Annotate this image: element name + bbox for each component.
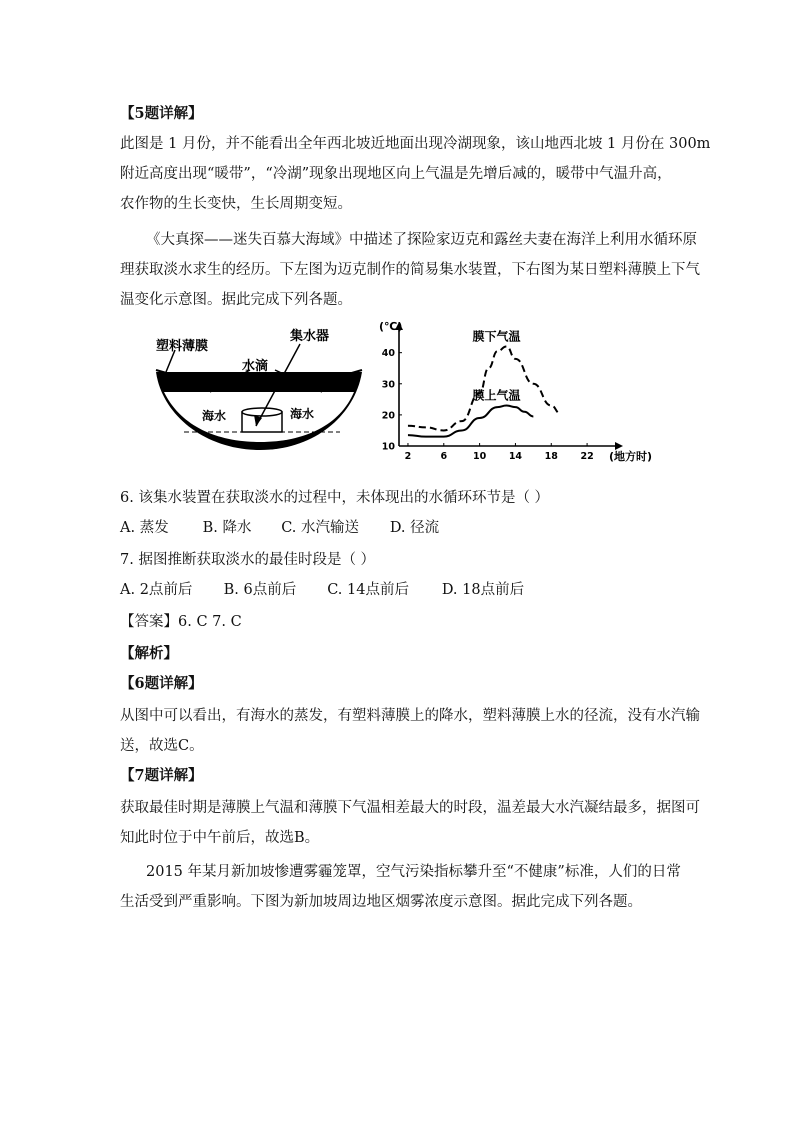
y-axis-label: (℃): [379, 320, 403, 333]
section5-heading: 【5题详解】: [120, 105, 203, 122]
analysis-heading: 【解析】: [120, 645, 178, 662]
y-tick-label-2: 30: [381, 379, 395, 391]
x-tick-label-0: 2: [404, 451, 412, 462]
q7-options: [120, 580, 524, 600]
intro-line-3: 温变化示意图。据此完成下列各题。: [120, 292, 352, 308]
section6-line-2: 送，故选C。: [120, 738, 204, 754]
section7-line-2: 知此时位于中午前后，故选B。: [120, 830, 320, 846]
label-sea-left: 海水: [202, 409, 227, 423]
q7-option-c: C. 14点前后: [327, 582, 409, 598]
section6-heading: 【6题详解】: [120, 675, 203, 692]
section5-line-2: 附近高度出现“暖带”，“冷湖”现象出现地区向上气温是先增后减的，暖带中气温升高，: [120, 166, 672, 182]
water-collector-diagram: [150, 320, 370, 465]
x-tick-label-3: 14: [508, 451, 523, 462]
y-tick-label-0: 10: [381, 441, 395, 453]
x-tick-label-2: 10: [472, 451, 487, 462]
q6-options: [120, 518, 439, 538]
series-label-0: 膜下气温: [472, 329, 521, 344]
label-collector: 集水器: [290, 329, 330, 344]
q7-option-b: B. 6点前后: [223, 582, 297, 598]
intro-line-1: 《大真探——迷失百慕大海域》中描述了探险家迈克和露丝夫妻在海洋上利用水循环原: [146, 232, 697, 248]
temperature-chart: [375, 320, 665, 470]
q6-stem: 6. 该集水装置在获取淡水的过程中，未体现出的水循环环节是（ ）: [120, 490, 550, 506]
q6-option-c: C. 水汽输送: [281, 520, 360, 536]
section6-line-1: 从图中可以看出，有海水的蒸发，有塑料薄膜上的降水，塑料薄膜上水的径流，没有水汽输: [120, 708, 700, 724]
q6-option-a: A. 蒸发: [120, 520, 169, 536]
y-tick-label-3: 40: [381, 348, 395, 360]
x-tick-label-5: 22: [580, 451, 594, 462]
section7-line-1: 获取最佳时期是薄膜上气温和薄膜下气温相差最大的时段，温差最大水汽凝结最多，据图可: [120, 800, 700, 816]
intro-line-2: 理获取淡水求生的经历。下左图为迈克制作的简易集水装置，下右图为某日塑料薄膜上下气: [120, 262, 700, 278]
series-label-1: 膜上气温: [472, 388, 521, 403]
section5-line-3: 农作物的生长变快，生长周期变短。: [120, 196, 352, 212]
label-sea-right: 海水: [290, 407, 315, 421]
section5-line-1: 此图是 1 月份，并不能看出全年西北坡近地面出现冷湖现象，该山地西北坡 1 月份在 300m: [120, 136, 711, 152]
q7-stem: 7. 据图推断获取淡水的最佳时段是（ ）: [120, 552, 376, 568]
x-axis-arrow: [615, 442, 623, 450]
label-film: 塑料薄膜: [156, 339, 209, 354]
q6-option-d: D. 径流: [389, 520, 440, 536]
section7-heading: 【7题详解】: [120, 767, 203, 784]
q6-option-b: B. 降水: [202, 520, 252, 536]
next-intro-line-1: 2015 年某月新加坡惨遭雾霾笼罩，空气污染指标攀升至“不健康”标准，人们的日常: [146, 864, 681, 880]
answer-line: 【答案】6. C 7. C: [120, 614, 242, 630]
q7-option-d: D. 18点前后: [441, 582, 525, 598]
x-tick-label-4: 18: [544, 451, 558, 462]
x-axis-label: (地方时): [609, 450, 653, 463]
q7-option-a: A. 2点前后: [120, 582, 193, 598]
figure: [150, 320, 660, 470]
next-intro-line-2: 生活受到严重影响。下图为新加坡周边地区烟雾浓度示意图。据此完成下列各题。: [120, 894, 642, 910]
label-droplet: 水滴: [242, 359, 269, 374]
x-tick-label-1: 6: [440, 451, 448, 462]
y-tick-label-1: 20: [381, 410, 395, 422]
